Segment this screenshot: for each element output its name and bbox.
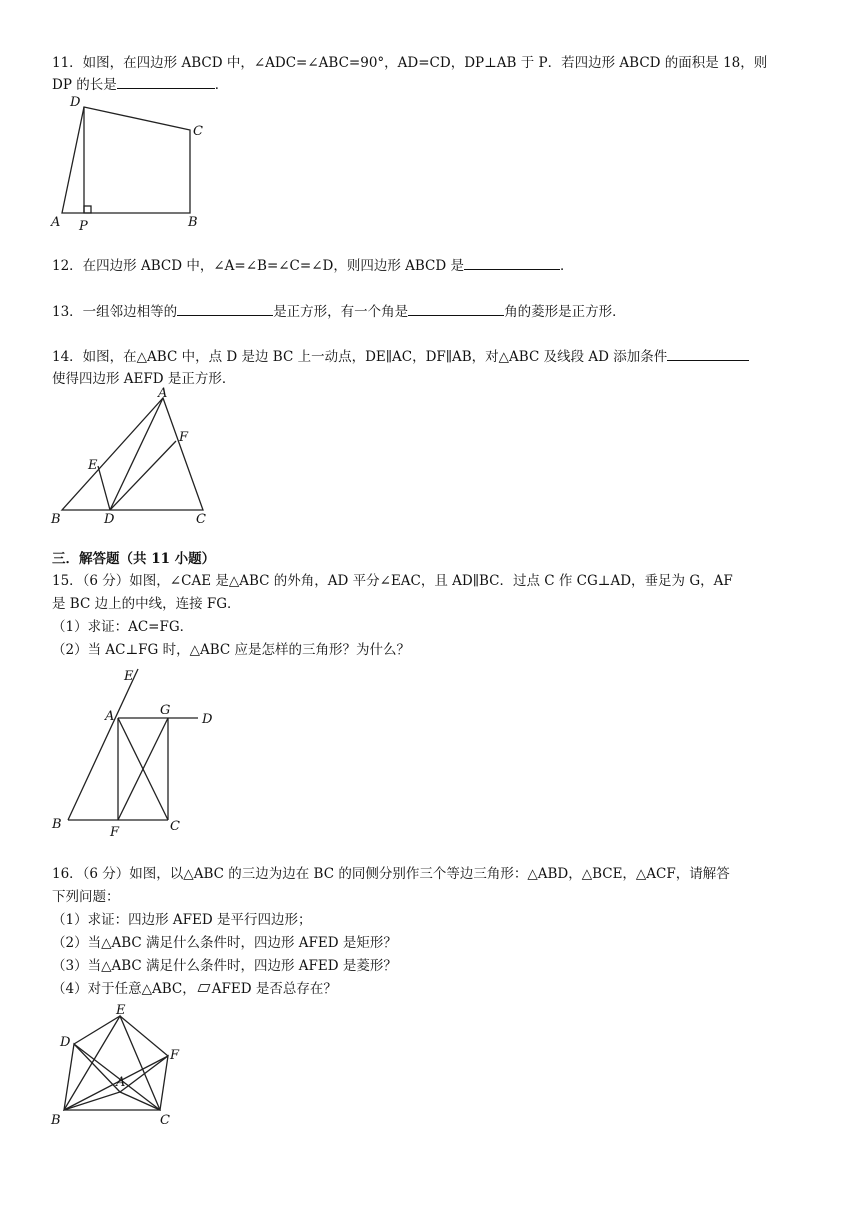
- q11-label-b: B: [188, 215, 198, 230]
- q11-figure: [48, 92, 218, 237]
- q14-label-c: C: [196, 512, 206, 527]
- q15-figure: [48, 662, 228, 838]
- q16-part4-post: AFED 是否总存在？: [211, 981, 337, 997]
- q14-label-b: B: [51, 512, 61, 527]
- q12-text-post: ．: [560, 258, 574, 274]
- q14-text-line2: 使得四边形 AEFD 是正方形．: [52, 371, 236, 387]
- q11-right-angle-mark: [84, 206, 91, 213]
- q16-label-d: D: [60, 1035, 71, 1050]
- q15-label-f: F: [110, 825, 120, 840]
- q14-answer-blank[interactable]: [667, 348, 749, 361]
- q15-label-e: E: [124, 669, 134, 684]
- q16-text-line1: 16．（6 分）如图，以△ABC 的三边为边在 BC 的同侧分别作三个等边三角形：△ABD，△BCE，△ACF，请解答: [52, 866, 730, 882]
- q16-part3: （3）当△ABC 满足什么条件时，四边形 AFED 是菱形？: [52, 958, 397, 974]
- q16-part4-pre: （4）对于任意△ABC，: [52, 981, 196, 997]
- section3-title: 三．解答题（共 11 小题）: [52, 551, 216, 567]
- q12-text: [52, 256, 812, 276]
- q16-part1: （1）求证：四边形 AFED 是平行四边形；: [52, 912, 312, 928]
- q16-triangle-bce: [64, 1016, 160, 1110]
- q14-label-d: D: [104, 512, 115, 527]
- q15-label-g: G: [160, 703, 171, 718]
- q14-label-a: A: [158, 386, 168, 401]
- q16-part2: （2）当△ABC 满足什么条件时，四边形 AFED 是矩形？: [52, 935, 397, 951]
- q13-text: [52, 302, 812, 322]
- q14-text-line1: [52, 347, 812, 367]
- q15-label-a: A: [105, 709, 115, 724]
- q16-figure: [48, 1000, 208, 1135]
- q15-text-line2: 是 BC 边上的中线，连接 FG．: [52, 596, 241, 612]
- q11-label-p: P: [79, 219, 88, 234]
- q14-segment-de: [98, 466, 110, 510]
- parallelogram-symbol-icon: [197, 984, 210, 992]
- q14-text-pre: 14．如图，在△ABC 中，点 D 是边 BC 上一动点，DE∥AC，DF∥AB，对△ABC 及线段 AD 添加条件: [52, 349, 668, 365]
- q14-triangle-abc: [62, 398, 203, 510]
- q16-segment-de: [74, 1016, 120, 1044]
- q11-text-pre: DP 的长是: [52, 77, 117, 93]
- q16-part4: [52, 979, 812, 999]
- q13-answer-blank-1[interactable]: [177, 303, 273, 316]
- q14-segment-ad: [110, 398, 163, 510]
- q13-text-mid: 是正方形，有一个角是: [273, 304, 409, 320]
- q12-text-pre: 12．在四边形 ABCD 中，∠A=∠B=∠C=∠D，则四边形 ABCD 是: [52, 258, 464, 274]
- q16-label-f: F: [170, 1048, 180, 1063]
- q12-answer-blank[interactable]: [464, 257, 560, 270]
- q14-segment-df: [110, 441, 176, 510]
- q13-text-post: 角的菱形是正方形．: [504, 304, 626, 320]
- q16-segment-ef: [120, 1016, 168, 1056]
- q11-label-a: A: [51, 215, 61, 230]
- q11-answer-blank[interactable]: [117, 76, 215, 89]
- q16-label-e: E: [116, 1003, 126, 1018]
- q15-text-line1: 15．（6 分）如图，∠CAE 是△ABC 的外角，AD 平分∠EAC，且 AD∥BC．过点 C 作 CG⊥AD，垂足为 G，AF: [52, 573, 733, 589]
- q14-figure: [48, 388, 218, 528]
- q16-triangle-acf: [120, 1056, 168, 1110]
- q15-label-c: C: [170, 819, 180, 834]
- q16-label-a: A: [116, 1075, 126, 1090]
- q11-quadrilateral: [62, 107, 190, 213]
- q15-label-d: D: [202, 712, 213, 727]
- q11-text-line1: 11．如图，在四边形 ABCD 中，∠ADC=∠ABC=90°，AD=CD，DP⊥AB 于 P．若四边形 ABCD 的面积是 18，则: [52, 55, 768, 71]
- q16-triangle-abd: [64, 1044, 120, 1110]
- q15-part1: （1）求证：AC=FG．: [52, 619, 194, 635]
- q11-label-d: D: [70, 95, 81, 110]
- q11-text-post: ．: [214, 77, 229, 93]
- q15-label-b: B: [52, 817, 62, 832]
- q16-text-line2: 下列问题：: [52, 889, 120, 905]
- q15-part2: （2）当 AC⊥FG 时，△ABC 应是怎样的三角形？为什么？: [52, 642, 411, 658]
- q14-label-e: E: [88, 458, 98, 473]
- q15-line-be: [68, 669, 138, 820]
- q16-label-b: B: [51, 1113, 61, 1128]
- q14-label-f: F: [179, 430, 189, 445]
- q13-text-pre: 13．一组邻边相等的: [52, 304, 178, 320]
- q11-label-c: C: [193, 124, 203, 139]
- q16-label-c: C: [160, 1113, 170, 1128]
- q13-answer-blank-2[interactable]: [408, 303, 504, 316]
